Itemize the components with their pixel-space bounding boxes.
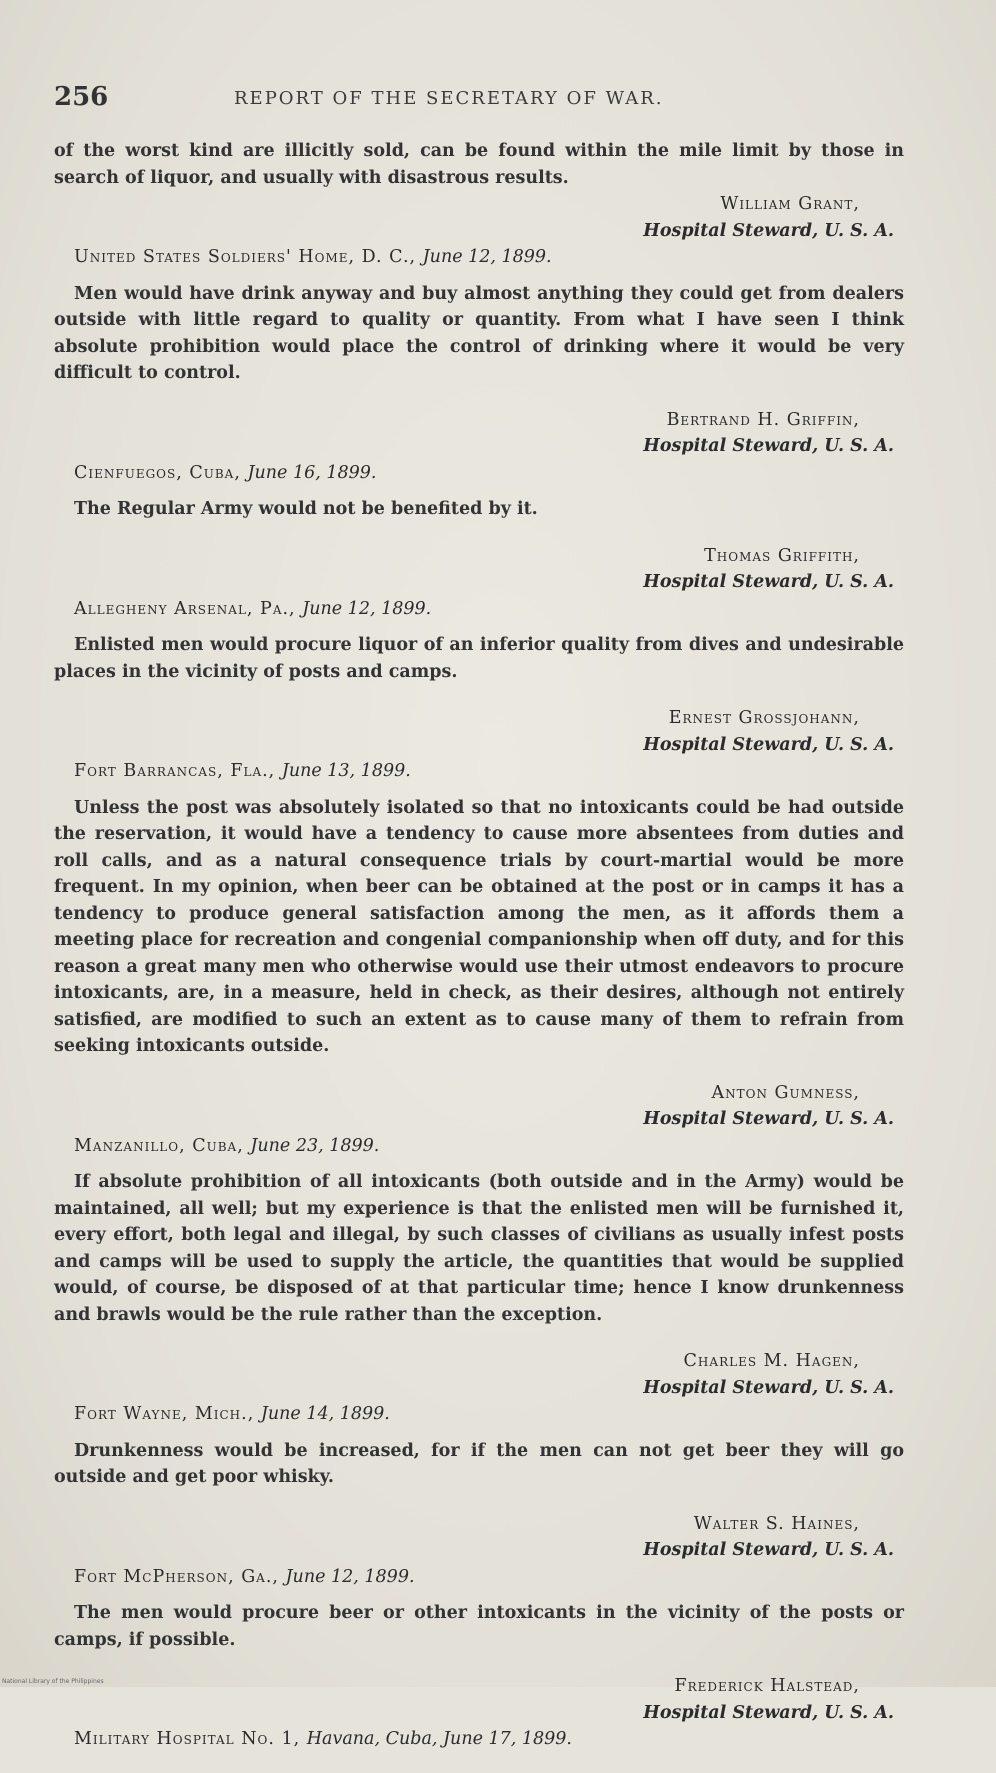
signature-name: Frederick Halstead, xyxy=(674,1676,860,1696)
entry-6 xyxy=(54,1348,904,1491)
signature-title: Hospital Steward, U. S. A. xyxy=(643,1377,894,1398)
page-content xyxy=(54,138,904,1773)
signature-name: William Grant, xyxy=(720,194,860,214)
statement-paragraph: The men would procure beer or other intoxicants in the vicinity of the posts or camps, if possible. xyxy=(54,1603,904,1650)
signature-name: Thomas Griffith, xyxy=(704,545,860,566)
signature-title: Hospital Steward, U. S. A. xyxy=(643,1540,894,1560)
entry-2 xyxy=(54,407,904,523)
entry-5 xyxy=(54,1080,904,1329)
page-number: 256 xyxy=(54,82,109,112)
statement-paragraph: Enlisted men would procure liquor of an inferior quality from dives and undesirable places in the vicinity of posts and camps. xyxy=(54,635,904,682)
entry-3 xyxy=(54,543,904,686)
entry-4 xyxy=(54,705,904,1060)
place-line: United States Soldiers' Home, D. C., June 12, 1899. xyxy=(74,247,552,267)
statement-paragraph: The Regular Army would not be benefited by it. xyxy=(74,499,538,519)
signature-name: Ernest Grossjohann, xyxy=(668,708,860,728)
signature-name: Bertrand H. Griffin, xyxy=(666,409,860,430)
signature-title: Hospital Steward, U. S. A. xyxy=(643,436,894,456)
signature-title: Hospital Steward, U. S. A. xyxy=(643,1702,894,1723)
opening-paragraph: of the worst kind are illicitly sold, can be found within the mile limit by those in search of liquor, and usually with disastrous results. xyxy=(54,141,904,188)
place-line: Fort McPherson, Ga., June 12, 1899. xyxy=(74,1566,415,1587)
statement-paragraph: If absolute prohibition of all intoxicants (both outside and in the Army) would be maintained, all well; but my experience is that the enlisted men will be furnished it, every effort, both legal and illegal, by such classes of civilians as usually infest posts and camps will be used to supply the article, the quantities that would be supplied would, of course, be disposed of at that particular time; hence I know drunkenness and brawls would be the rule rather than the exception. xyxy=(54,1172,904,1325)
signature-title: Hospital Steward, U. S. A. xyxy=(643,220,894,241)
place-line: Manzanillo, Cuba, June 23, 1899. xyxy=(74,1135,380,1156)
signature-title: Hospital Steward, U. S. A. xyxy=(643,734,894,755)
signature-title: Hospital Steward, U. S. A. xyxy=(643,1109,894,1129)
statement-paragraph: Men would have drink anyway and buy almost anything they could get from dealers outside with little regard to quality or quantity. From what I have seen I think absolute prohibition would place the control of drinking where it would be very difficult to control. xyxy=(54,283,904,383)
entry-1 xyxy=(54,191,904,387)
place-line: Cienfuegos, Cuba, June 16, 1899. xyxy=(74,462,377,483)
signature-name: Anton Gumness, xyxy=(711,1082,860,1103)
statement-paragraph: Unless the post was absolutely isolated so that no intoxicants could be had outside the reservation, it would have a tendency to cause more absentees from duties and roll calls, and as a natural consequence trials by court-martial would be more frequent. In my opinion, when beer can be obtained at the post or in camps it has a tendency to produce general satisfaction among the men, as it affords them a meeting place for recreation and congenial companionship when off duty, and for this reason a great many men who otherwise would use their utmost endeavors to procure intoxicants, are, in a measure, held in check, as their desires, although not entirely satisfied, are modified to such an extent as to cause many of them to refrain from seeking intoxicants outside. xyxy=(54,797,904,1056)
entry-7 xyxy=(54,1511,904,1654)
place-line: Fort Wayne, Mich., June 14, 1899. xyxy=(74,1404,390,1424)
statement-paragraph: Drunkenness would be increased, for if the men can not get beer they will go outside and get poor whisky. xyxy=(54,1440,904,1487)
place-line: Military Hospital No. 1, Havana, Cuba, June 17, 1899. xyxy=(74,1729,572,1749)
scan-footer: National Library of the Philippines xyxy=(2,1678,104,1685)
signature-name: Walter S. Haines, xyxy=(693,1513,860,1534)
signature-title: Hospital Steward, U. S. A. xyxy=(643,572,894,592)
page-header xyxy=(54,82,934,114)
signature-name: Charles M. Hagen, xyxy=(683,1351,860,1371)
place-line: Allegheny Arsenal, Pa., June 12, 1899. xyxy=(74,598,432,619)
running-head: REPORT OF THE SECRETARY OF WAR. xyxy=(234,88,664,109)
place-line: Fort Barrancas, Fla., June 13, 1899. xyxy=(74,761,411,781)
entry-8 xyxy=(54,1673,904,1753)
